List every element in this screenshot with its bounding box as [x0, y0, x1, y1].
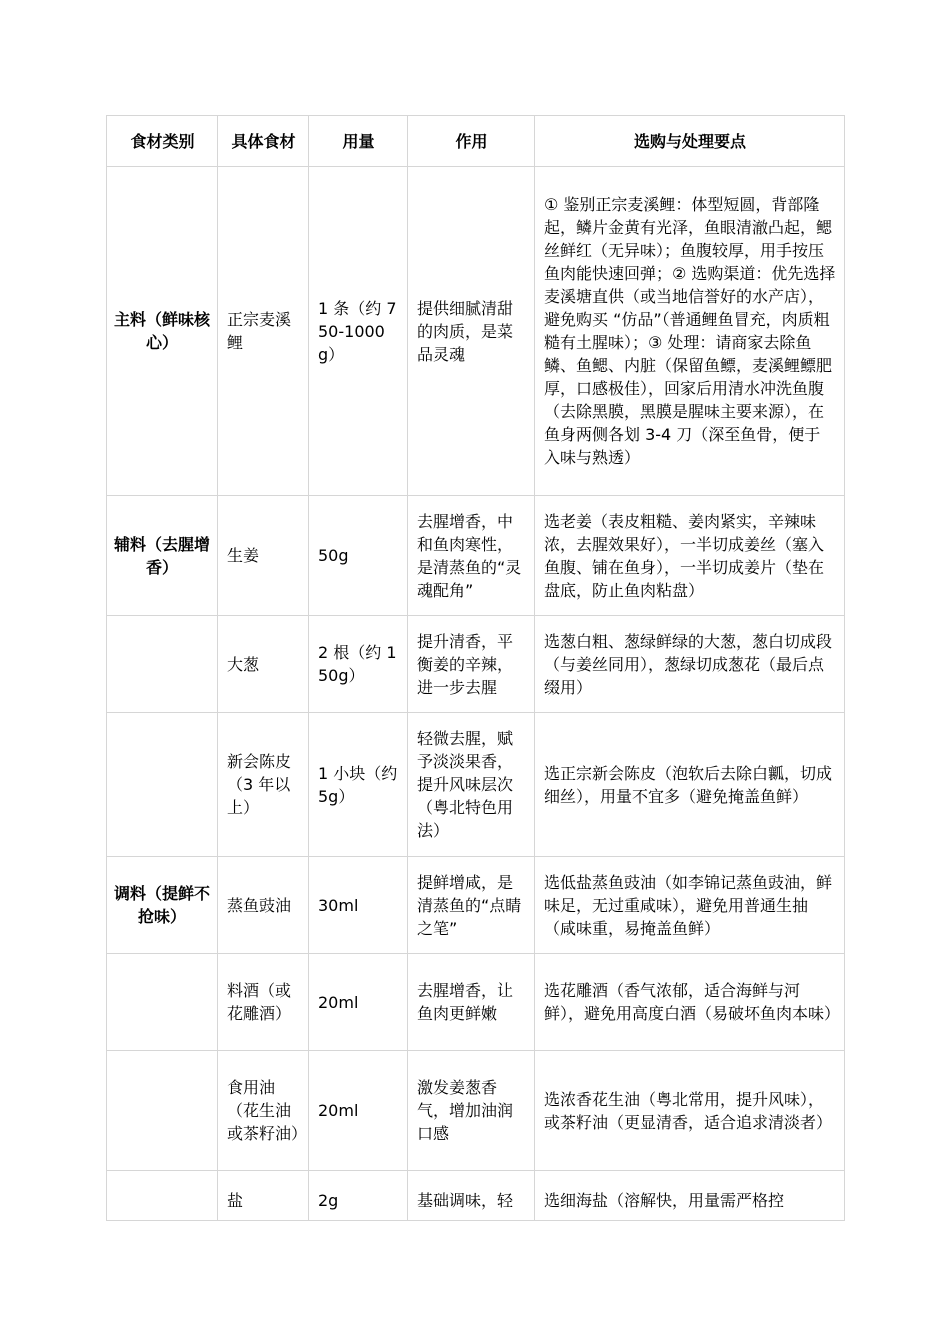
role-cell: 提供细腻清甜的肉质，是菜品灵魂 [408, 167, 535, 496]
tips-cell: 选浓香花生油（粤北常用，提升风味），或茶籽油（更显清香，适合追求清淡者） [535, 1051, 845, 1171]
amount-cell: 1 小块（约 5g） [309, 713, 408, 857]
tips-cell: 选细海盐（溶解快，用量需严格控 [535, 1171, 845, 1221]
category-cell [107, 616, 218, 713]
role-cell: 提鲜增咸，是清蒸鱼的“点睛之笔” [408, 857, 535, 954]
ingredient-cell: 新会陈皮（3 年以上） [218, 713, 309, 857]
ingredient-cell: 大葱 [218, 616, 309, 713]
tips-cell: 选老姜（表皮粗糙、姜肉紧实，辛辣味浓，去腥效果好），一半切成姜丝（塞入鱼腹、铺在鱼身），一半切成姜片（垫在盘底，防止鱼肉粘盘） [535, 496, 845, 616]
category-cell [107, 1171, 218, 1221]
amount-cell: 1 条（约 750-1000g） [309, 167, 408, 496]
tips-cell: ① 鉴别正宗麦溪鲤：体型短圆，背部隆起，鳞片金黄有光泽，鱼眼清澈凸起，鳃丝鲜红（无异味）；鱼腹较厚，用手按压鱼肉能快速回弹；② 选购渠道：优先选择麦溪塘直供（或当地信誉好的水产店），避免购买 “仿品”（普通鲤鱼冒充，肉质粗糙有土腥味）；③ 处理：请商家去除鱼鳞、鱼鳃、内脏（保留鱼鳔，麦溪鲤鳔肥厚，口感极佳），回家后用清水冲洗鱼腹（去除黑膜，黑膜是腥味主要来源），在鱼身两侧各划 3-4 刀（深至鱼骨，便于入味与熟透） [535, 167, 845, 496]
category-cell: 调料（提鲜不抢味） [107, 857, 218, 954]
header-category: 食材类别 [107, 116, 218, 167]
amount-cell: 50g [309, 496, 408, 616]
role-cell: 轻微去腥，赋予淡淡果香，提升风味层次（粤北特色用法） [408, 713, 535, 857]
table-row [107, 1171, 845, 1221]
ingredient-cell: 蒸鱼豉油 [218, 857, 309, 954]
amount-cell: 2g [309, 1171, 408, 1221]
tips-cell: 选正宗新会陈皮（泡软后去除白瓤，切成细丝），用量不宜多（避免掩盖鱼鲜） [535, 713, 845, 857]
ingredient-cell: 生姜 [218, 496, 309, 616]
tips-cell: 选花雕酒（香气浓郁，适合海鲜与河鲜），避免用高度白酒（易破坏鱼肉本味） [535, 954, 845, 1051]
tips-cell: 选低盐蒸鱼豉油（如李锦记蒸鱼豉油，鲜味足，无过重咸味），避免用普通生抽（咸味重，易掩盖鱼鲜） [535, 857, 845, 954]
ingredient-cell: 食用油（花生油或茶籽油） [218, 1051, 309, 1171]
ingredient-cell: 盐 [218, 1171, 309, 1221]
tips-cell: 选葱白粗、葱绿鲜绿的大葱，葱白切成段（与姜丝同用），葱绿切成葱花（最后点缀用） [535, 616, 845, 713]
amount-cell: 20ml [309, 1051, 408, 1171]
table-row [107, 496, 845, 616]
header-tips: 选购与处理要点 [535, 116, 845, 167]
ingredient-cell: 料酒（或花雕酒） [218, 954, 309, 1051]
role-cell: 提升清香，平衡姜的辛辣，进一步去腥 [408, 616, 535, 713]
category-cell [107, 954, 218, 1051]
amount-cell: 30ml [309, 857, 408, 954]
category-cell: 辅料（去腥增香） [107, 496, 218, 616]
table-row [107, 954, 845, 1051]
role-cell: 基础调味，轻 [408, 1171, 535, 1221]
role-cell: 去腥增香，中和鱼肉寒性，是清蒸鱼的“灵魂配角” [408, 496, 535, 616]
table-row [107, 713, 845, 857]
header-role: 作用 [408, 116, 535, 167]
header-amount: 用量 [309, 116, 408, 167]
table-row [107, 167, 845, 496]
table-row [107, 1051, 845, 1171]
ingredient-cell: 正宗麦溪鲤 [218, 167, 309, 496]
category-cell: 主料（鲜味核心） [107, 167, 218, 496]
ingredients-table [106, 115, 845, 1221]
amount-cell: 2 根（约 150g） [309, 616, 408, 713]
category-cell [107, 1051, 218, 1171]
table-row [107, 616, 845, 713]
table-row [107, 857, 845, 954]
header-ingredient: 具体食材 [218, 116, 309, 167]
role-cell: 激发姜葱香气，增加油润口感 [408, 1051, 535, 1171]
table-header-row [107, 116, 845, 167]
category-cell [107, 713, 218, 857]
role-cell: 去腥增香，让鱼肉更鲜嫩 [408, 954, 535, 1051]
amount-cell: 20ml [309, 954, 408, 1051]
